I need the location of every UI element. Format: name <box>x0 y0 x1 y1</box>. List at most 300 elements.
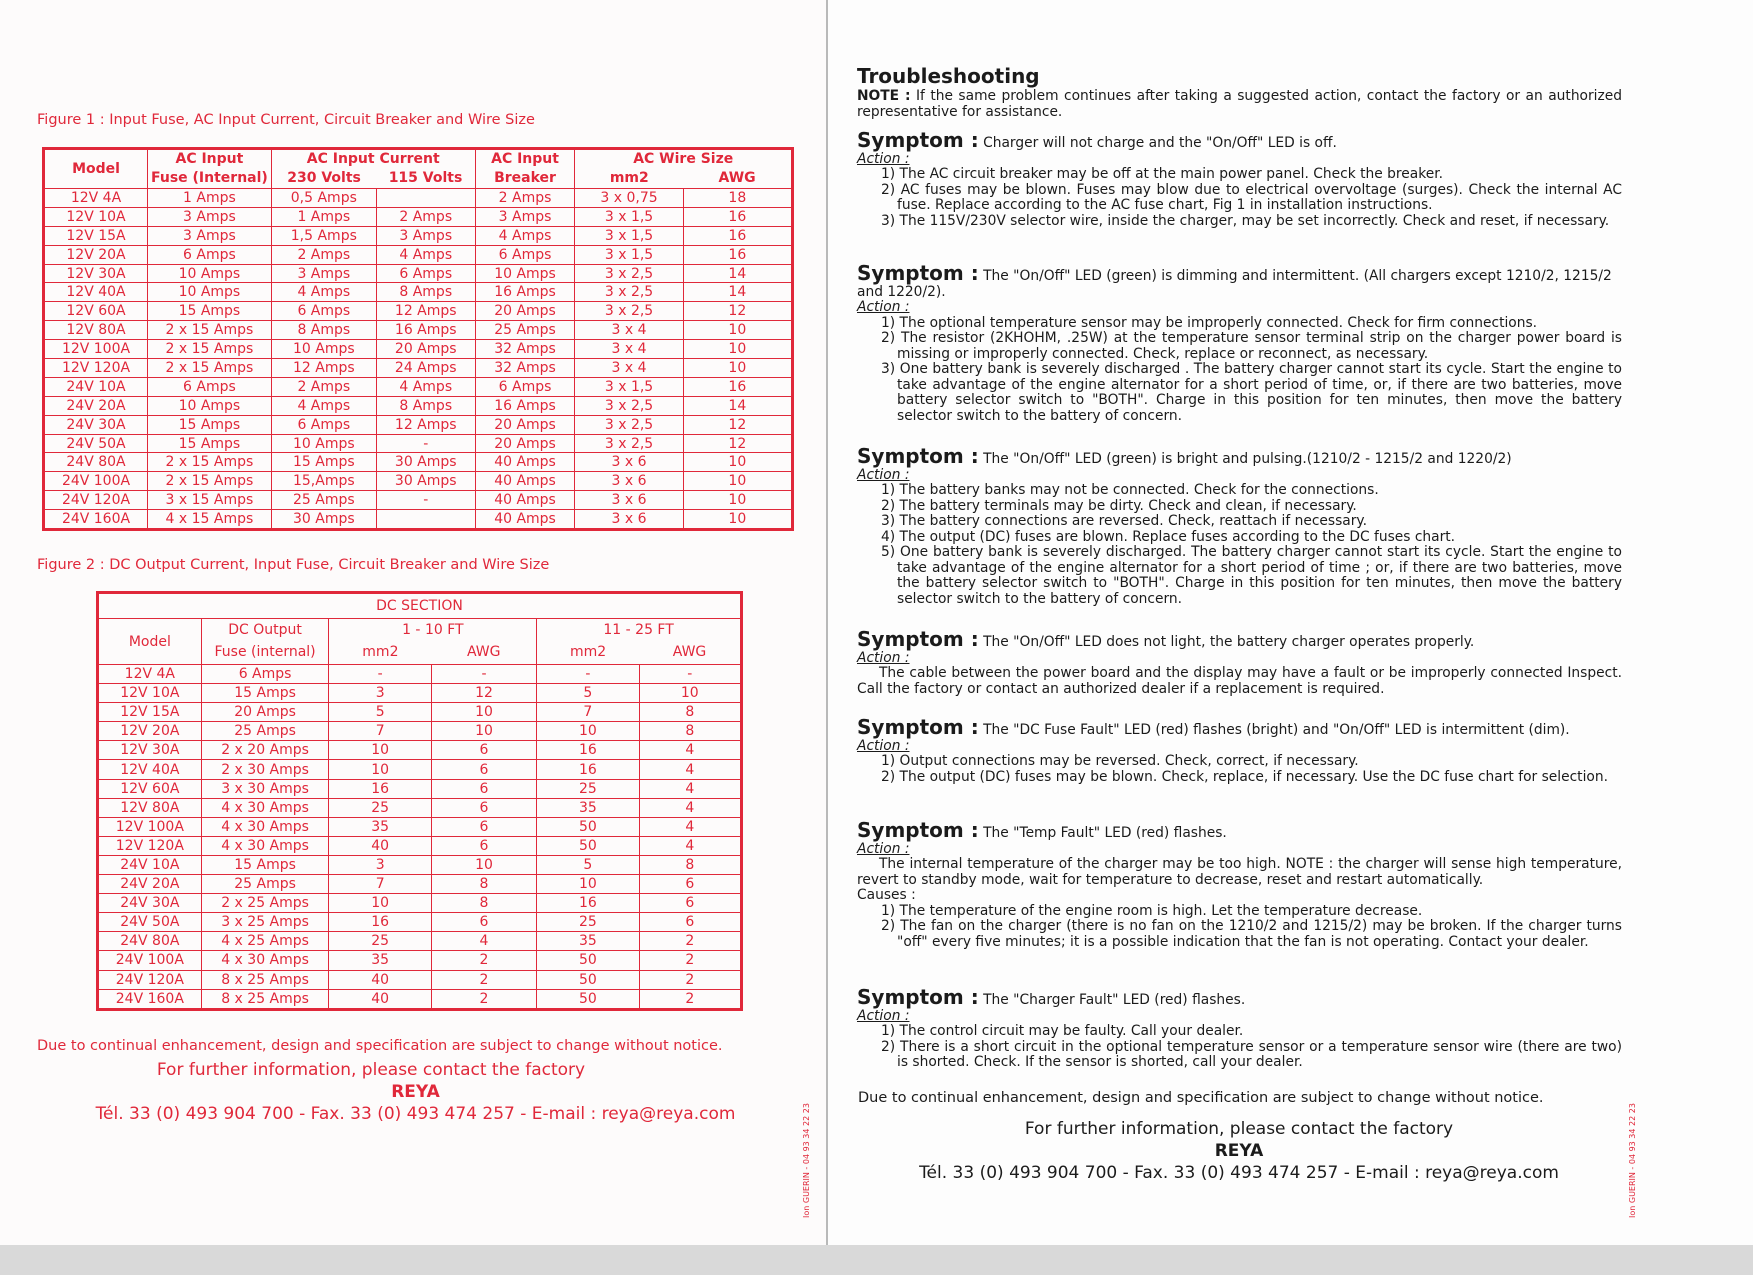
dc-cell: 35 <box>329 817 431 836</box>
list-item: 2) The battery terminals may be dirty. Check and clean, if necessary. <box>881 497 1357 514</box>
action-label: Action : <box>857 649 910 666</box>
dc-cell: 2 x 20 Amps <box>201 741 329 760</box>
dc-cell: - <box>329 665 431 684</box>
table-row <box>98 932 742 951</box>
ac-cell: 20 Amps <box>376 340 475 359</box>
ac-cell: 3 x 1,5 <box>575 245 683 264</box>
dc-cell: 2 <box>639 970 741 989</box>
symptom-heading: Symptom : The "Charger Fault" LED (red) flashes. <box>857 985 1246 1009</box>
table-row <box>44 321 793 340</box>
table-row <box>44 340 793 359</box>
col-230v: 230 Volts <box>271 169 376 189</box>
dc-cell: 24V 50A <box>98 913 202 932</box>
dc-cell: 2 <box>639 989 741 1009</box>
dc-cell: 6 Amps <box>201 665 329 684</box>
symptom-heading: Symptom : The "On/Off" LED does not light, the battery charger operates properly. <box>857 627 1475 651</box>
ac-cell: 4 Amps <box>271 396 376 415</box>
dc-cell: 40 <box>329 989 431 1009</box>
list-item: 4) The output (DC) fuses are blown. Replace fuses according to the DC fuses chart. <box>881 528 1456 545</box>
ac-cell: 16 Amps <box>475 396 575 415</box>
dc-cell: 4 x 25 Amps <box>201 932 329 951</box>
right-company: REYA <box>1214 1141 1264 1161</box>
right-contact: For further information, please contact the factory <box>1024 1119 1454 1139</box>
col-current-l1: AC Input Current <box>271 149 475 169</box>
dc-cell: 6 <box>431 817 536 836</box>
col2-awg-a: AWG <box>431 641 536 665</box>
right-printer-mark: Ion GUERIN - 04 93 34 22 23 <box>1628 1103 1637 1218</box>
list-item: 1) The AC circuit breaker may be off at the main power panel. Check the breaker. <box>881 166 1443 182</box>
ac-cell: 6 Amps <box>271 415 376 434</box>
ac-cell: 10 Amps <box>148 396 272 415</box>
action-label: Action : <box>857 299 910 315</box>
list-item: 2) AC fuses may be blown. Fuses may blow due to electrical overvoltage (surges). Check the internal AC fuse. Replace according to the AC fuse chart, Fig 1 in installation instructions. <box>881 181 1622 213</box>
ac-cell: 6 Amps <box>271 302 376 321</box>
ac-cell: 3 x 4 <box>575 321 683 340</box>
ac-cell: 40 Amps <box>475 510 575 530</box>
col2-fuse-l2: Fuse (internal) <box>201 641 329 665</box>
scan-edge <box>0 1245 1753 1275</box>
ac-cell: 10 Amps <box>148 264 272 283</box>
dc-cell: 2 <box>639 951 741 970</box>
table-row <box>98 894 742 913</box>
col-mm2: mm2 <box>575 169 683 189</box>
ac-cell: 4 Amps <box>376 245 475 264</box>
right-notice: Due to continual enhancement, design and specification are subject to change without notice. <box>858 1090 1544 1106</box>
dc-cell: 10 <box>431 722 536 741</box>
symptom-6-text: The internal temperature of the charger may be too high. NOTE : the charger will sense high temperature, revert to standby mode, wait for temperature to decrease, reset and restart automatically. <box>857 856 1622 888</box>
ac-cell: 10 <box>683 491 792 510</box>
ac-cell: 12V 80A <box>44 321 148 340</box>
dc-cell: 24V 20A <box>98 875 202 894</box>
dc-cell: 25 <box>329 932 431 951</box>
dc-cell: 16 <box>329 913 431 932</box>
ac-cell: 3 x 2,5 <box>575 415 683 434</box>
ac-cell: 10 Amps <box>271 340 376 359</box>
dc-cell: 6 <box>639 894 741 913</box>
table-row <box>44 245 793 264</box>
col-awg: AWG <box>683 169 792 189</box>
dc-cell: 2 <box>431 951 536 970</box>
symptom-3 <box>857 444 1622 607</box>
dc-cell: 16 <box>537 741 639 760</box>
ac-cell: 24V 100A <box>44 472 148 491</box>
table-row <box>98 913 742 932</box>
symptom-7 <box>857 985 1622 1071</box>
note-paragraph: NOTE : If the same problem continues after taking a suggested action, contact the factory or an authorized representative for assistance. <box>857 88 1622 120</box>
dc-cell: 10 <box>431 855 536 874</box>
ac-cell: 14 <box>683 264 792 283</box>
symptom-6 <box>857 818 1622 950</box>
ac-cell: 30 Amps <box>271 510 376 530</box>
ac-cell: 2 Amps <box>271 377 376 396</box>
ac-cell: 2 x 15 Amps <box>148 472 272 491</box>
left-printer-mark: Ion GUERIN - 04 93 34 22 23 <box>802 1103 811 1218</box>
action-list <box>857 316 1622 425</box>
symptom-heading: Symptom : Charger will not charge and the "On/Off" LED is off. <box>857 128 1337 152</box>
dc-cell: 25 <box>537 779 639 798</box>
ac-cell: 10 <box>683 472 792 491</box>
dc-cell: 12V 60A <box>98 779 202 798</box>
ac-cell: 24V 120A <box>44 491 148 510</box>
dc-cell: - <box>639 665 741 684</box>
symptom-4 <box>857 627 1622 697</box>
table-row <box>98 970 742 989</box>
ac-cell: 25 Amps <box>475 321 575 340</box>
ac-cell: 20 Amps <box>475 434 575 453</box>
ac-cell: 2 x 15 Amps <box>148 340 272 359</box>
ac-cell: 3 x 4 <box>575 359 683 378</box>
ac-cell: 2 x 15 Amps <box>148 359 272 378</box>
ac-cell: 12 <box>683 434 792 453</box>
ac-cell: 15 Amps <box>148 434 272 453</box>
ac-cell: 3 x 6 <box>575 472 683 491</box>
ac-cell: 3 x 6 <box>575 453 683 472</box>
dc-cell: 6 <box>639 875 741 894</box>
ac-cell: 32 Amps <box>475 359 575 378</box>
ac-cell: 2 x 15 Amps <box>148 321 272 340</box>
right-tel: Tél. 33 (0) 493 904 700 - Fax. 33 (0) 493 474 257 - E-mail : reya@reya.com <box>919 1163 1559 1183</box>
ac-cell: 4 Amps <box>475 226 575 245</box>
dc-cell: 4 <box>639 798 741 817</box>
ac-cell: 3 x 6 <box>575 510 683 530</box>
ac-cell: - <box>376 491 475 510</box>
col2-model: Model <box>98 619 202 665</box>
col2-range2: 11 - 25 FT <box>537 619 742 641</box>
dc-cell: 8 <box>431 875 536 894</box>
ac-cell: 3 x 2,5 <box>575 434 683 453</box>
dc-cell: 6 <box>431 760 536 779</box>
left-company: REYA <box>391 1082 440 1102</box>
col2-mm2-a: mm2 <box>329 641 431 665</box>
ac-cell: 3 x 2,5 <box>575 264 683 283</box>
ac-cell: 12 Amps <box>271 359 376 378</box>
table-row <box>98 855 742 874</box>
table-row <box>98 760 742 779</box>
table-row <box>44 434 793 453</box>
dc-cell: 24V 10A <box>98 855 202 874</box>
ac-cell: 30 Amps <box>376 453 475 472</box>
table-row <box>98 817 742 836</box>
dc-cell: 6 <box>431 779 536 798</box>
list-item: 2) The output (DC) fuses may be blown. Check, replace, if necessary. Use the DC fuse chart for selection. <box>881 768 1608 785</box>
dc-cell: 50 <box>537 970 639 989</box>
dc-output-table <box>96 591 743 1011</box>
table-row <box>44 189 793 208</box>
dc-cell: 35 <box>329 951 431 970</box>
col-wire-l1: AC Wire Size <box>575 149 793 169</box>
ac-cell: 10 <box>683 510 792 530</box>
symptom-heading: Symptom : The "On/Off" LED (green) is bright and pulsing.(1210/2 - 1215/2 and 1220/2) <box>857 444 1512 468</box>
ac-cell: 3 x 1,5 <box>575 226 683 245</box>
table-row <box>98 951 742 970</box>
ac-cell: 2 Amps <box>376 207 475 226</box>
table-row <box>44 264 793 283</box>
dc-cell: 24V 160A <box>98 989 202 1009</box>
dc-cell: 25 Amps <box>201 722 329 741</box>
ac-cell: 2 Amps <box>475 189 575 208</box>
ac-cell: 1 Amps <box>148 189 272 208</box>
table-row <box>44 226 793 245</box>
ac-cell: 12V 30A <box>44 264 148 283</box>
ac-cell: 3 x 2,5 <box>575 302 683 321</box>
ac-cell: 40 Amps <box>475 491 575 510</box>
dc-cell: 4 x 30 Amps <box>201 798 329 817</box>
table-row <box>44 283 793 302</box>
ac-cell: 0,5 Amps <box>271 189 376 208</box>
list-item: 3) One battery bank is severely discharged . The battery charger cannot start its cycle. Start the engine to take advantage of the engine alternator for a short period of time, or, if there are two batteries, move battery selector switch to "BOTH". Charge in this position for ten minutes, then move the battery selector switch to the battery of concern. <box>881 361 1622 424</box>
ac-cell: 15 Amps <box>148 415 272 434</box>
dc-cell: 2 x 25 Amps <box>201 894 329 913</box>
dc-cell: 24V 80A <box>98 932 202 951</box>
ac-cell: 4 x 15 Amps <box>148 510 272 530</box>
col2-awg-b: AWG <box>639 641 741 665</box>
dc-cell: 4 x 30 Amps <box>201 951 329 970</box>
dc-cell: 5 <box>537 684 639 703</box>
ac-cell: 12V 120A <box>44 359 148 378</box>
ac-cell: - <box>376 434 475 453</box>
ac-cell: 16 <box>683 245 792 264</box>
figure1-caption: Figure 1 : Input Fuse, AC Input Current, Circuit Breaker and Wire Size <box>37 112 535 128</box>
ac-cell: 24V 50A <box>44 434 148 453</box>
table-row <box>98 836 742 855</box>
dc-cell: 8 x 25 Amps <box>201 970 329 989</box>
dc-cell: 4 <box>431 932 536 951</box>
ac-cell: 12V 20A <box>44 245 148 264</box>
dc-cell: 50 <box>537 951 639 970</box>
symptom-5 <box>857 715 1622 785</box>
ac-cell: 10 <box>683 359 792 378</box>
ac-cell: 12V 10A <box>44 207 148 226</box>
ac-cell: 15 Amps <box>271 453 376 472</box>
ac-cell: 15 Amps <box>148 302 272 321</box>
list-item: 2) The fan on the charger (there is no fan on the 1210/2 and 1215/2) may be broken. If the charger turns "off" every five minutes; it is a possible indication that the fan is not operating. Contact your dealer. <box>881 918 1622 950</box>
dc-cell: 15 Amps <box>201 855 329 874</box>
ac-cell: 3 x 1,5 <box>575 207 683 226</box>
ac-cell: 12 Amps <box>376 415 475 434</box>
left-contact: For further information, please contact the factory <box>156 1060 586 1080</box>
ac-cell: 24V 30A <box>44 415 148 434</box>
col2-range1: 1 - 10 FT <box>329 619 537 641</box>
ac-cell: 3 Amps <box>271 264 376 283</box>
col-breaker-l2: Breaker <box>475 169 575 189</box>
list-item: 3) The battery connections are reversed. Check, reattach if necessary. <box>881 513 1367 529</box>
table-row <box>44 453 793 472</box>
list-item: 2) There is a short circuit in the optional temperature sensor or a temperature sensor wire (there are two) is shorted. Check. If the sensor is shorted, call your dealer. <box>881 1038 1622 1070</box>
dc-cell: 16 <box>537 894 639 913</box>
ac-cell: 4 Amps <box>271 283 376 302</box>
ac-cell: 4 Amps <box>376 377 475 396</box>
list-item: 1) Output connections may be reversed. Check, correct, if necessary. <box>881 753 1359 769</box>
dc-cell: 2 <box>639 932 741 951</box>
action-list <box>857 754 1622 785</box>
table-row <box>98 703 742 722</box>
dc-cell: 8 <box>431 894 536 913</box>
ac-cell: 3 x 4 <box>575 340 683 359</box>
dc-cell: 7 <box>329 875 431 894</box>
dc-cell: 12V 40A <box>98 760 202 779</box>
dc-cell: 35 <box>537 798 639 817</box>
dc-cell: 4 <box>639 817 741 836</box>
ac-cell: 3 x 2,5 <box>575 396 683 415</box>
dc-cell: 6 <box>431 836 536 855</box>
ac-cell: 10 Amps <box>148 283 272 302</box>
ac-cell: 6 Amps <box>148 245 272 264</box>
dc-cell: 16 <box>329 779 431 798</box>
table-row <box>98 989 742 1009</box>
ac-cell: 6 Amps <box>376 264 475 283</box>
ac-cell: 3 x 6 <box>575 491 683 510</box>
ac-cell: 2 Amps <box>271 245 376 264</box>
ac-cell: 15,Amps <box>271 472 376 491</box>
dc-cell: 2 <box>431 970 536 989</box>
dc-cell: 3 x 30 Amps <box>201 779 329 798</box>
ac-cell: 16 Amps <box>475 283 575 302</box>
list-item: 2) The resistor (2KHOHM, .25W) at the temperature sensor terminal strip on the charger power board is missing or improperly connected. Check, replace or reconnect, as necessary. <box>881 330 1622 362</box>
ac-cell: 40 Amps <box>475 453 575 472</box>
col-model: Model <box>44 149 148 189</box>
troubleshooting-title: Troubleshooting <box>857 64 1040 88</box>
ac-cell: 6 Amps <box>475 245 575 264</box>
ac-cell: 3 x 0,75 <box>575 189 683 208</box>
dc-cell: 10 <box>537 875 639 894</box>
ac-cell: 1,5 Amps <box>271 226 376 245</box>
table-row <box>44 491 793 510</box>
ac-cell: 8 Amps <box>376 396 475 415</box>
dc-cell: 8 <box>639 855 741 874</box>
ac-cell: 16 <box>683 207 792 226</box>
table-row <box>98 665 742 684</box>
ac-cell: 10 <box>683 340 792 359</box>
ac-cell: 12V 100A <box>44 340 148 359</box>
dc-cell: 25 <box>537 913 639 932</box>
ac-cell: 12V 60A <box>44 302 148 321</box>
dc-cell: 10 <box>537 722 639 741</box>
dc-cell: 10 <box>329 894 431 913</box>
ac-cell: 20 Amps <box>475 302 575 321</box>
dc-cell: 50 <box>537 989 639 1009</box>
ac-input-table <box>42 147 794 531</box>
dc-cell: 8 <box>639 703 741 722</box>
dc-cell: 10 <box>639 684 741 703</box>
dc-cell: 50 <box>537 836 639 855</box>
table-row <box>44 472 793 491</box>
table-row <box>98 779 742 798</box>
ac-cell: 12V 4A <box>44 189 148 208</box>
ac-cell: 3 Amps <box>148 207 272 226</box>
ac-cell: 10 Amps <box>271 434 376 453</box>
dc-cell: 10 <box>431 703 536 722</box>
dc-cell: 5 <box>537 855 639 874</box>
table-row <box>98 741 742 760</box>
col2-fuse-l1: DC Output <box>201 619 329 641</box>
action-list <box>857 483 1622 607</box>
dc-cell: 12V 15A <box>98 703 202 722</box>
table-row <box>44 510 793 530</box>
dc-cell: 12V 20A <box>98 722 202 741</box>
dc-cell: 7 <box>537 703 639 722</box>
symptom-heading: Symptom : The "DC Fuse Fault" LED (red) flashes (bright) and "On/Off" LED is intermittent (dim). <box>857 715 1570 739</box>
causes-label: Causes : <box>857 887 916 903</box>
table-row <box>44 396 793 415</box>
ac-cell: 8 Amps <box>376 283 475 302</box>
dc-cell: - <box>537 665 639 684</box>
dc-cell: 16 <box>537 760 639 779</box>
ac-cell: 24 Amps <box>376 359 475 378</box>
troubleshooting-header <box>857 66 1622 120</box>
table-row <box>98 798 742 817</box>
ac-cell: 2 x 15 Amps <box>148 453 272 472</box>
ac-cell: 12V 40A <box>44 283 148 302</box>
ac-cell: 24V 20A <box>44 396 148 415</box>
dc-cell: 6 <box>431 913 536 932</box>
dc-cell: 24V 120A <box>98 970 202 989</box>
list-item: 3) The 115V/230V selector wire, inside the charger, may be set incorrectly. Check and reset, if necessary. <box>881 212 1610 229</box>
symptom-2 <box>857 261 1622 424</box>
dc-cell: 6 <box>431 798 536 817</box>
ac-cell: 40 Amps <box>475 472 575 491</box>
dc-cell: 12V 4A <box>98 665 202 684</box>
dc-cell: 4 <box>639 741 741 760</box>
dc-cell: 3 <box>329 684 431 703</box>
action-label: Action : <box>857 1007 910 1024</box>
dc-cell: 50 <box>537 817 639 836</box>
dc-cell: 6 <box>431 741 536 760</box>
table-row <box>98 684 742 703</box>
table-row <box>44 415 793 434</box>
dc-cell: 12V 120A <box>98 836 202 855</box>
ac-cell: 18 <box>683 189 792 208</box>
ac-cell: 3 x 2,5 <box>575 283 683 302</box>
ac-cell: 3 x 15 Amps <box>148 491 272 510</box>
dc-cell: 4 x 30 Amps <box>201 836 329 855</box>
ac-cell: 14 <box>683 283 792 302</box>
list-item: 5) One battery bank is severely discharged. The battery charger cannot start its cycle. Start the engine to take advantage of the engine alternator for a short period of time ; or, if there are two batteries, move the battery selector switch to "BOTH". Charge in this position for ten minutes, then move the battery selector switch to the battery of concern. <box>881 544 1622 607</box>
symptom-4-text: The cable between the power board and the display may have a fault or be improperly connected Inspect. Call the factory or contact an authorized dealer if a replacement is required. <box>857 665 1622 697</box>
list-item: 1) The optional temperature sensor may be improperly connected. Check for firm connections. <box>881 314 1538 331</box>
symptom-heading: Symptom : The "On/Off" LED (green) is dimming and intermittent. (All chargers except 1210/2, 1215/2 and 1220/2). <box>857 261 1612 300</box>
ac-cell: 32 Amps <box>475 340 575 359</box>
dc-cell: 4 <box>639 760 741 779</box>
dc-cell: 4 <box>639 836 741 855</box>
dc-cell: 12V 80A <box>98 798 202 817</box>
dc-cell: 10 <box>329 760 431 779</box>
ac-cell: 20 Amps <box>475 415 575 434</box>
dc-section-title: DC SECTION <box>98 593 742 619</box>
list-item: 1) The temperature of the engine room is high. Let the temperature decrease. <box>881 902 1423 919</box>
ac-cell: 3 Amps <box>376 226 475 245</box>
table-row <box>98 722 742 741</box>
left-notice: Due to continual enhancement, design and specification are subject to change without notice. <box>37 1038 723 1054</box>
dc-cell: 40 <box>329 836 431 855</box>
ac-cell: 12 <box>683 302 792 321</box>
action-list <box>857 904 1622 951</box>
ac-cell: 16 <box>683 377 792 396</box>
ac-cell: 3 Amps <box>475 207 575 226</box>
dc-cell: 25 <box>329 798 431 817</box>
ac-cell: 6 Amps <box>148 377 272 396</box>
ac-cell: 12 Amps <box>376 302 475 321</box>
ac-cell <box>376 189 475 208</box>
ac-cell: 10 Amps <box>475 264 575 283</box>
table-row <box>98 875 742 894</box>
ac-cell: 3 x 1,5 <box>575 377 683 396</box>
action-list <box>857 167 1622 229</box>
ac-cell: 12V 15A <box>44 226 148 245</box>
dc-cell: 12V 30A <box>98 741 202 760</box>
dc-cell: 15 Amps <box>201 684 329 703</box>
col-fuse-l1: AC Input <box>148 149 272 169</box>
dc-cell: 25 Amps <box>201 875 329 894</box>
